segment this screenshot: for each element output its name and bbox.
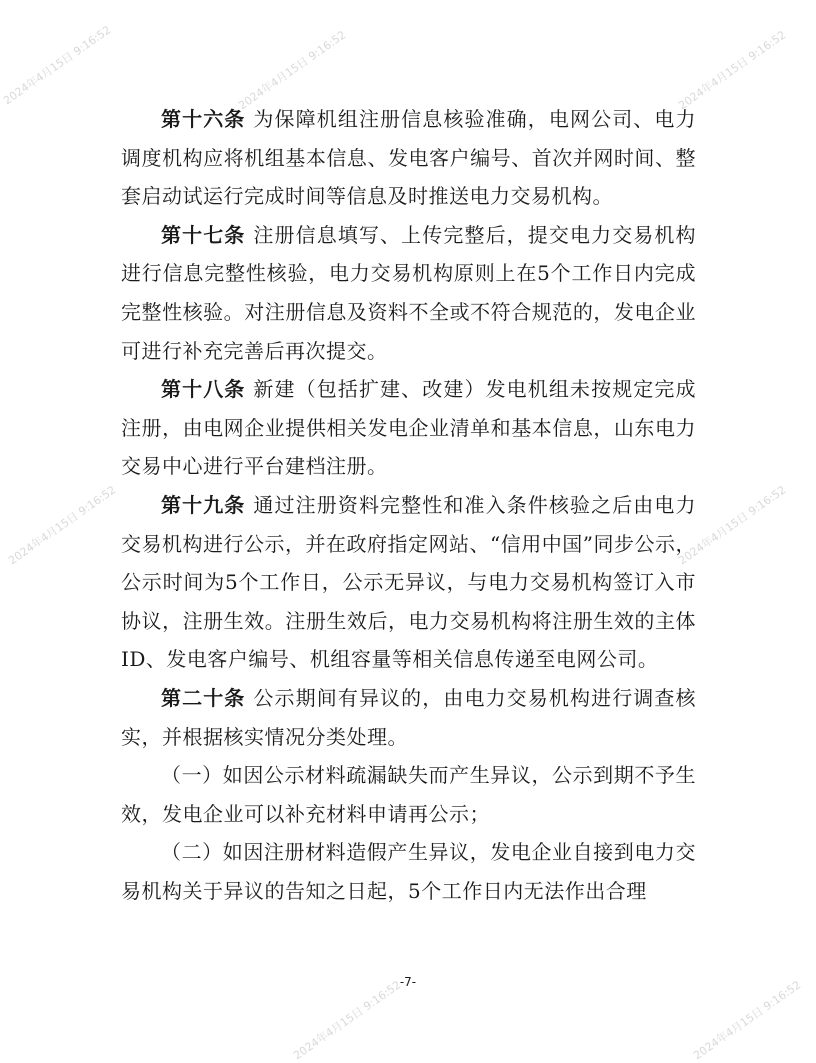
watermark-text: 2024年4月15日 9:16:52: [6, 483, 119, 568]
watermark-text: 2024年4月15日 9:16:52: [236, 28, 349, 113]
article-label: 第十六条: [161, 107, 246, 131]
article-paragraph: [121, 679, 696, 756]
watermark-text: 2024年4月15日 9:16:52: [691, 978, 804, 1063]
watermark-text: 2024年4月15日 9:16:52: [676, 28, 789, 113]
article-label: 第十九条: [161, 492, 246, 517]
article-text: 注册信息填写、上传完整后，提交电力交易机构进行信息完整性核验，电力交易机构原则上在5个工作日内完成完整性核验。对注册信息及资料不全或不符合规范的，发电企业可进行补充完善后再次提交。: [121, 222, 697, 363]
watermark-text: 2024年4月15日 9:16:52: [291, 978, 404, 1063]
article-text: 公示期间有异议的，由电力交易机构进行调查核实，并根据核实情况分类处理。: [121, 685, 697, 749]
watermark-text: 2024年4月15日 9:16:52: [676, 483, 789, 568]
article-paragraph: [121, 486, 696, 679]
article-label: 第十七条: [161, 222, 246, 247]
article-text: 为保障机组注册信息核验准确，电网公司、电力调度机构应将机组基本信息、发电客户编号、首次并网时间、整套启动试运行完成时间等信息及时推送电力交易机构。: [121, 107, 697, 209]
article-text: 新建（包括扩建、改建）发电机组未按规定完成注册，由电网企业提供相关发电企业清单和基本信息，山东电力交易中心进行平台建档注册。: [121, 377, 697, 479]
article-text: 通过注册资料完整性和准入条件核验之后由电力交易机构进行公示，并在政府指定网站、“信用中国”同步公示，公示时间为5个工作日，公示无异议，与电力交易机构签订入市协议，注册生效。注册生效后，电力交易机构将注册生效的主体ID、发电客户编号、机组容量等相关信息传递至电网公司。: [121, 492, 697, 672]
article-label: 第二十条: [161, 685, 246, 710]
article-paragraph: [121, 100, 696, 216]
document-body: [121, 100, 696, 910]
page-number: -7-: [399, 975, 417, 989]
article-label: 第十八条: [161, 377, 246, 402]
list-item: （一）如因公示材料疏漏缺失而产生异议，公示到期不予生效，发电企业可以补充材料申请再公示；: [121, 763, 696, 826]
watermark-text: 2024年4月15日 9:16:52: [1, 23, 114, 108]
list-item: （二）如因注册材料造假产生异议，发电企业自接到电力交易机构关于异议的告知之日起，5个工作日内无法作出合理: [121, 840, 696, 903]
article-paragraph: [121, 216, 696, 370]
article-paragraph: [121, 370, 696, 486]
